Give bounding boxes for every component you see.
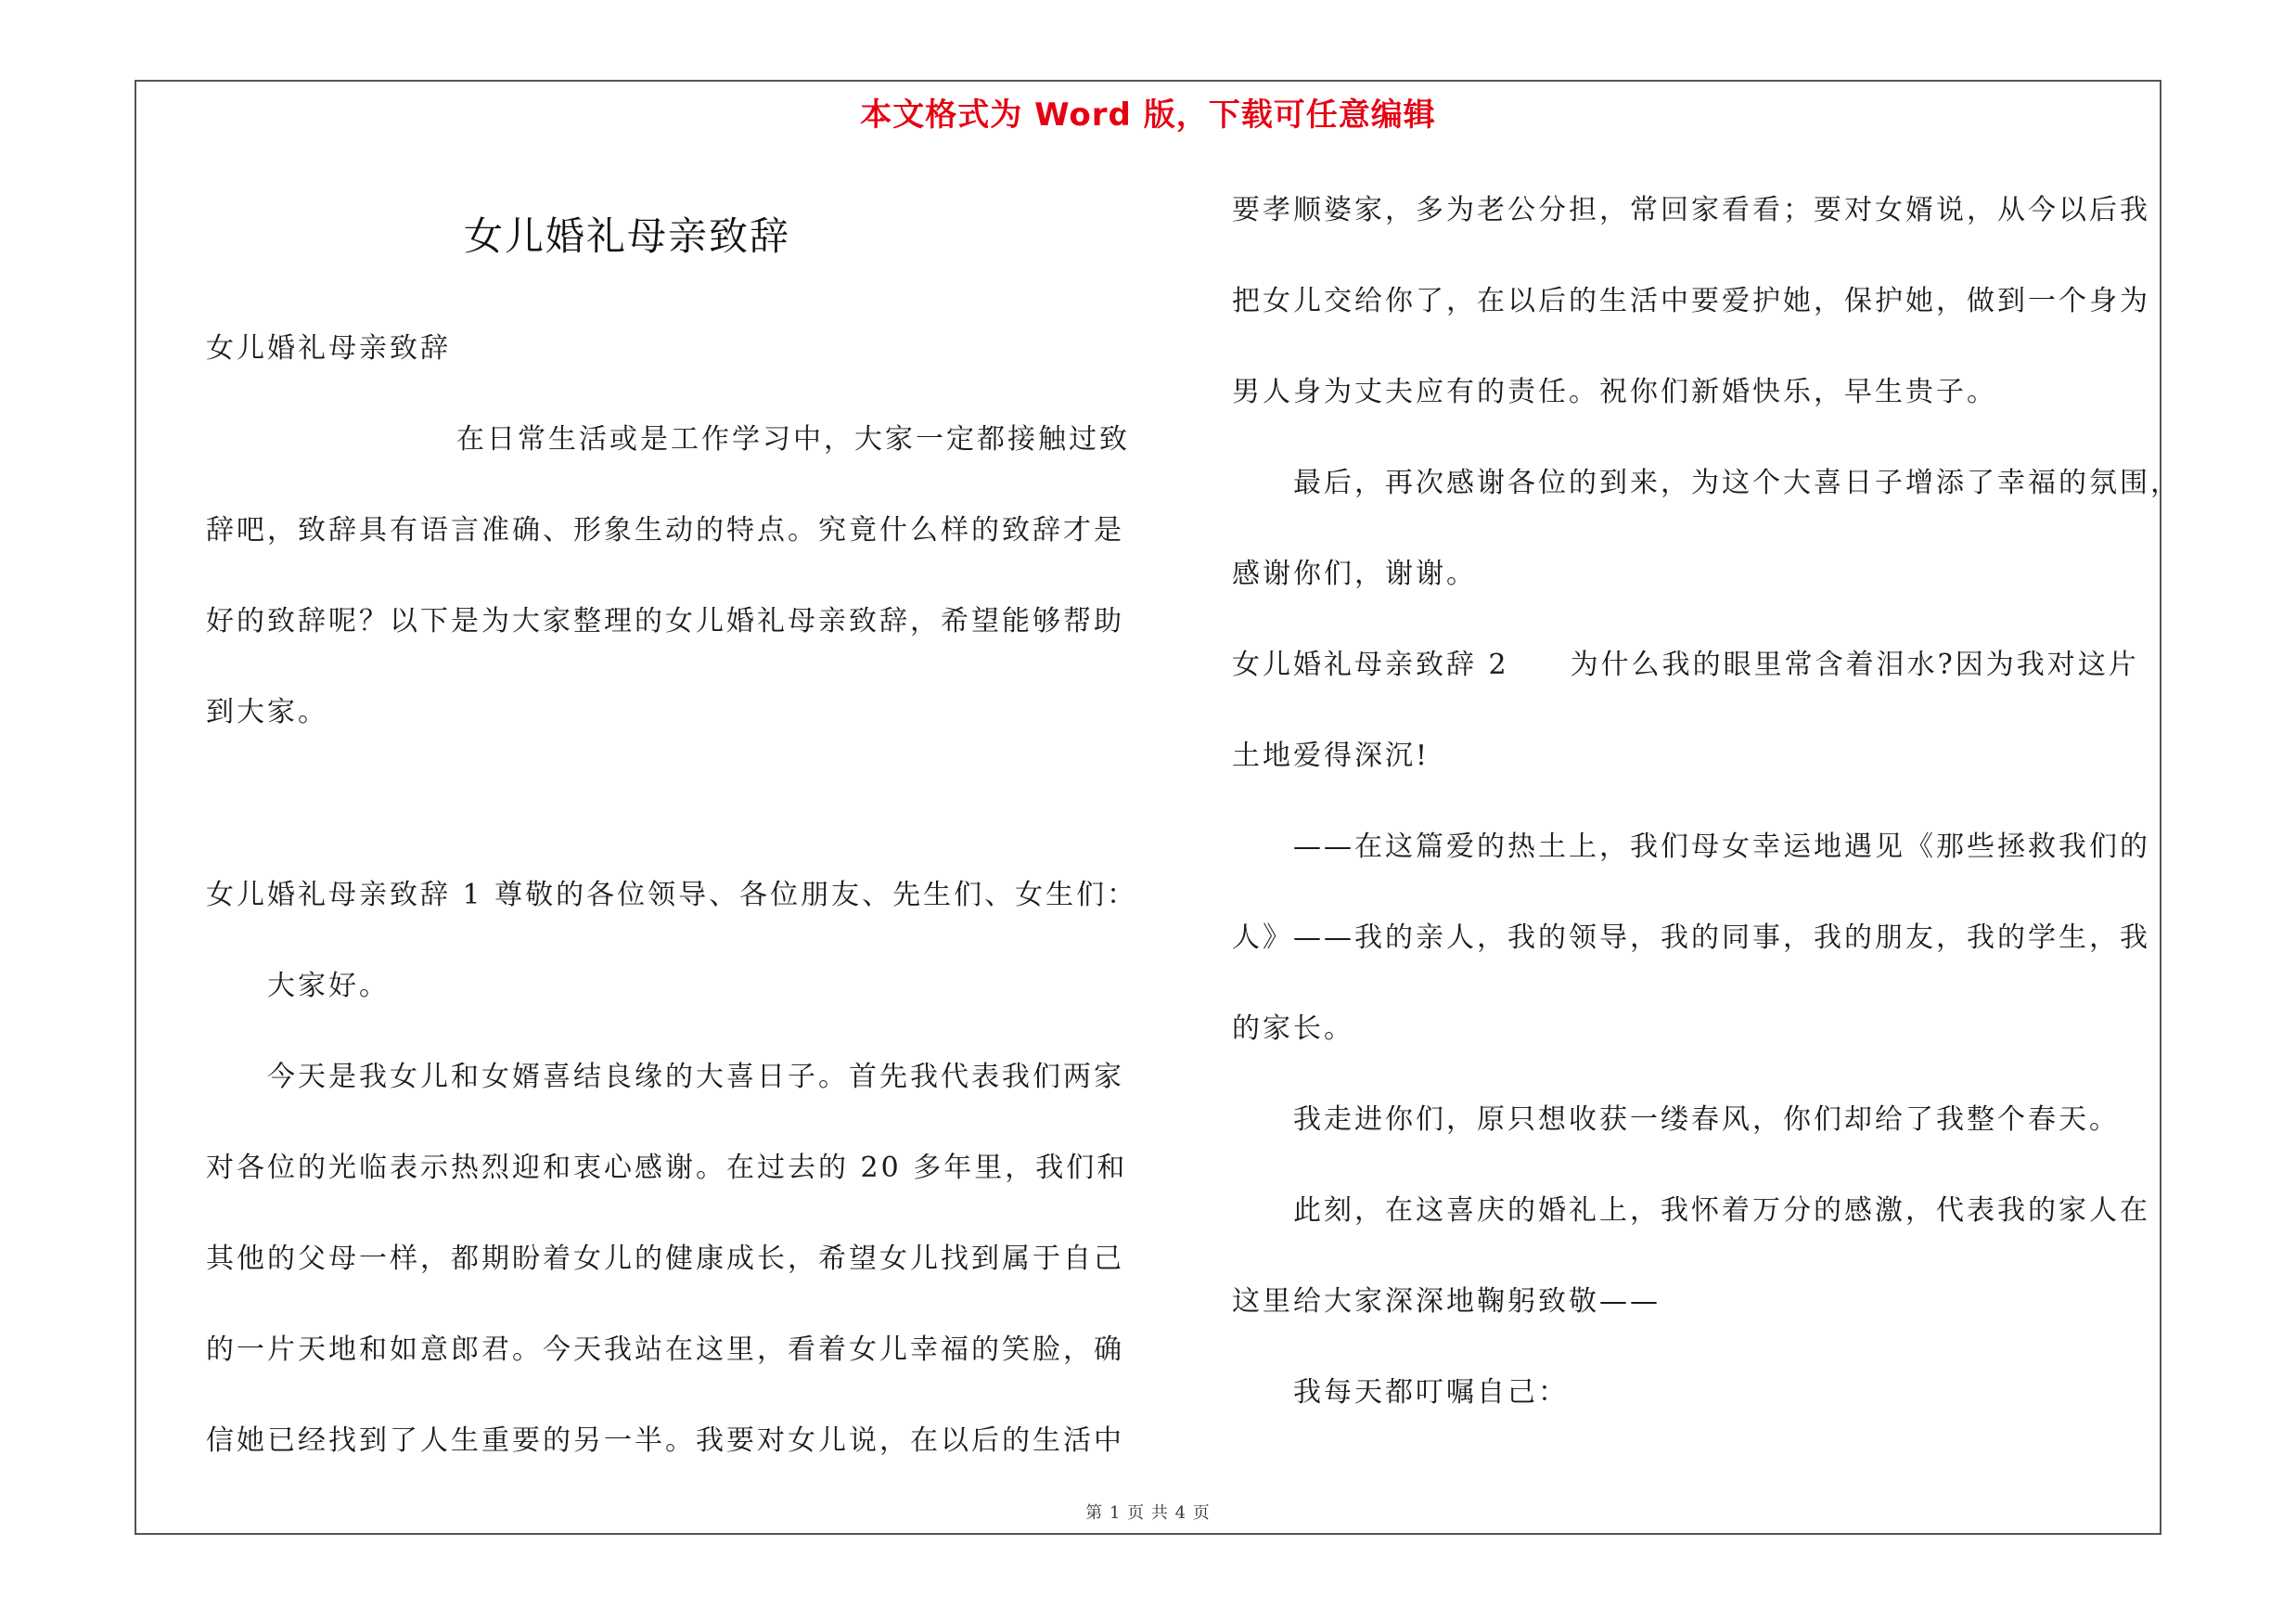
page-number-footer: 第 1 页 共 4 页 bbox=[1085, 1503, 1211, 1523]
paragraph-line: 的家长。 bbox=[1232, 1012, 1354, 1045]
paragraph-line: 这里给大家深深地鞠躬致敬—— bbox=[1232, 1285, 1661, 1318]
word-format-banner: 本文格式为 Word 版，下载可任意编辑 bbox=[860, 97, 1436, 134]
paragraph-line: 信她已经找到了人生重要的另一半。我要对女儿说，在以后的生活中 bbox=[206, 1424, 1124, 1457]
paragraph-line: 人》——我的亲人，我的领导，我的同事，我的朋友，我的学生，我 bbox=[1232, 921, 2150, 954]
paragraph-line: 男人身为丈夫应有的责任。祝你们新婚快乐，早生贵子。 bbox=[1232, 376, 1997, 408]
paragraph-line: 把女儿交给你了，在以后的生活中要爱护她，保护她，做到一个身为 bbox=[1232, 285, 2150, 317]
paragraph-line: 辞吧，致辞具有语言准确、形象生动的特点。究竟什么样的致辞才是 bbox=[206, 514, 1124, 547]
paragraph-line: 好的致辞呢？以下是为大家整理的女儿婚礼母亲致辞，希望能够帮助 bbox=[206, 605, 1124, 638]
document-title: 女儿婚礼母亲致辞 bbox=[464, 213, 791, 259]
paragraph-line: 此刻，在这喜庆的婚礼上，我怀着万分的感激，代表我的家人在 bbox=[1293, 1194, 2150, 1227]
paragraph-line: 对各位的光临表示热烈迎和衷心感谢。在过去的 20 多年里，我们和 bbox=[206, 1152, 1128, 1184]
paragraph-line: 土地爱得深沉! bbox=[1232, 740, 1430, 772]
paragraph-line: ——在这篇爱的热土上，我们母女幸运地遇见《那些拯救我们的 bbox=[1293, 831, 2150, 863]
paragraph-line: 女儿婚礼母亲致辞 1 尊敬的各位领导、各位朋友、先生们、女生们： bbox=[206, 879, 1138, 911]
paragraph-line: 最后，再次感谢各位的到来，为这个大喜日子增添了幸福的氛围， bbox=[1293, 467, 2181, 499]
paragraph-line: 女儿婚礼母亲致辞 2 为什么我的眼里常含着泪水?因为我对这片 bbox=[1232, 649, 2139, 681]
paragraph-line: 感谢你们，谢谢。 bbox=[1232, 558, 1477, 590]
paragraph-line: 我走进你们，原只想收获一缕春风，你们却给了我整个春天。 bbox=[1293, 1103, 2120, 1136]
paragraph-line: 在日常生活或是工作学习中，大家一定都接触过致 bbox=[456, 423, 1130, 456]
paragraph-line: 今天是我女儿和女婿喜结良缘的大喜日子。首先我代表我们两家 bbox=[267, 1061, 1124, 1093]
paragraph-line: 女儿婚礼母亲致辞 bbox=[206, 332, 451, 365]
paragraph-line: 的一片天地和如意郎君。今天我站在这里，看着女儿幸福的笑脸，确 bbox=[206, 1333, 1124, 1366]
paragraph-line: 大家好。 bbox=[267, 970, 390, 1002]
paragraph-line: 到大家。 bbox=[206, 696, 328, 728]
paragraph-line: 要孝顺婆家，多为老公分担，常回家看看；要对女婿说，从今以后我 bbox=[1232, 194, 2150, 226]
paragraph-line: 其他的父母一样，都期盼着女儿的健康成长，希望女儿找到属于自己 bbox=[206, 1243, 1124, 1275]
paragraph-line: 我每天都叮嘱自己： bbox=[1293, 1376, 1569, 1409]
